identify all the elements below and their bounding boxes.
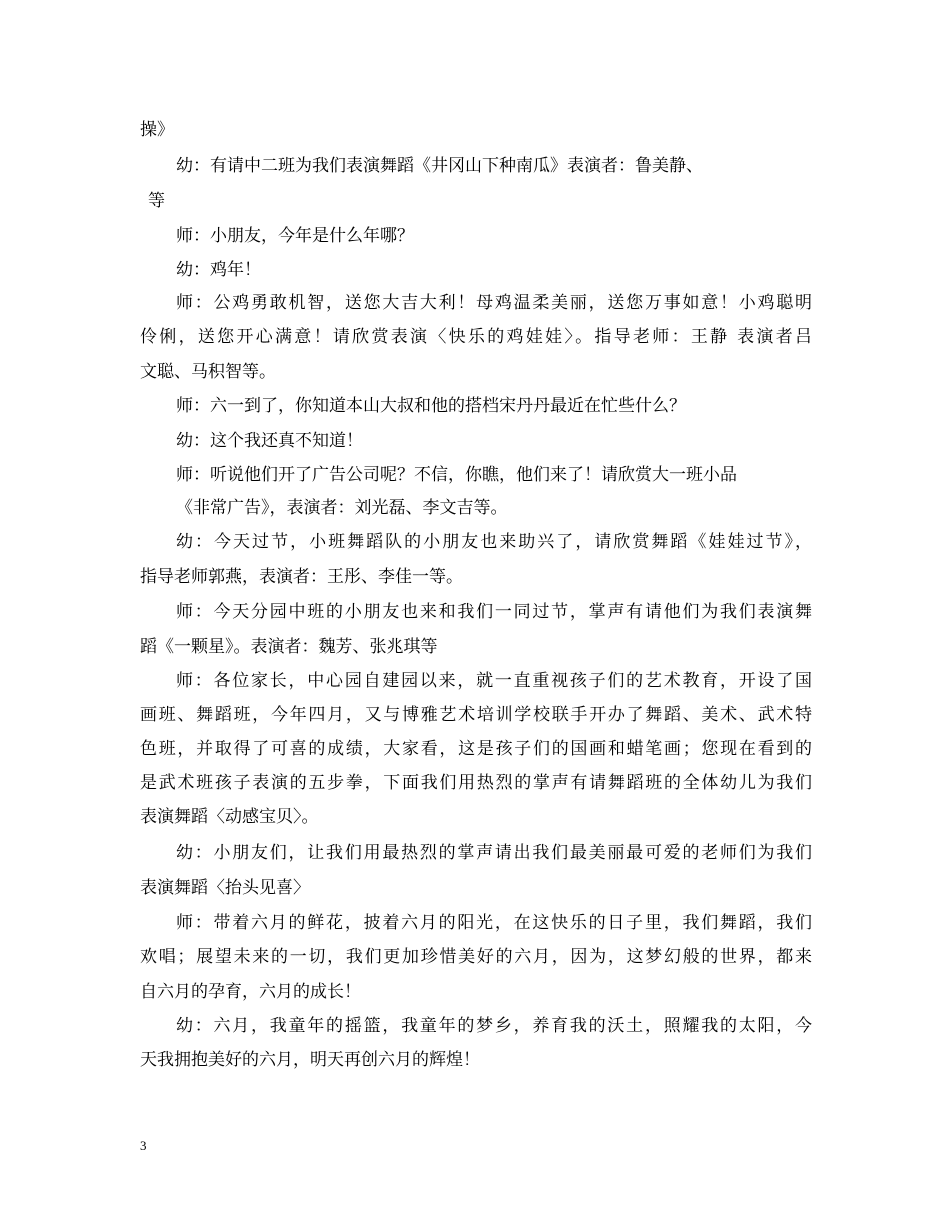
text-line-4: 师：小朋友，今年是什么年哪？ bbox=[176, 226, 414, 246]
text-line-3: 等 bbox=[148, 191, 165, 211]
text-line-26: 自六月的孕育，六月的成长！ bbox=[140, 982, 361, 1002]
text-line-20: 是武术班孩子表演的五步拳，下面我们用热烈的掌声有请舞蹈班的全体幼儿为我们 bbox=[140, 773, 812, 793]
text-line-7: 伶俐，送您开心满意！请欣赏表演〈快乐的鸡娃娃〉。指导老师：王静 表演者吕 bbox=[140, 327, 812, 347]
text-line-22: 幼：小朋友们，让我们用最热烈的掌声请出我们最美丽最可爱的老师们为我们 bbox=[176, 843, 812, 863]
text-line-27: 幼：六月，我童年的摇篮，我童年的梦乡，养育我的沃土，照耀我的太阳，今 bbox=[176, 1016, 812, 1036]
text-line-5: 幼：鸡年！ bbox=[176, 260, 261, 280]
text-line-13: 幼：今天过节，小班舞蹈队的小朋友也来助兴了，请欣赏舞蹈《娃娃过节》， bbox=[176, 532, 812, 552]
text-line-12: 《非常广告》，表演者：刘光磊、李文吉等。 bbox=[176, 498, 508, 518]
text-line-16: 蹈《一颗星》。表演者：魏芳、张兆琪等 bbox=[140, 637, 438, 657]
text-line-6: 师：公鸡勇敢机智，送您大吉大利！母鸡温柔美丽，送您万事如意！小鸡聪明 bbox=[176, 293, 812, 313]
text-line-2: 幼：有请中二班为我们表演舞蹈《井冈山下种南瓜》表演者：鲁美静、 bbox=[176, 156, 703, 176]
page-number: 3 bbox=[140, 1138, 147, 1153]
text-line-17: 师：各位家长，中心园自建园以来，就一直重视孩子们的艺术教育，开设了国 bbox=[176, 671, 812, 691]
text-line-21: 表演舞蹈〈动感宝贝〉。 bbox=[140, 807, 319, 827]
text-line-19: 色班，并取得了可喜的成绩，大家看，这是孩子们的国画和蜡笔画；您现在看到的 bbox=[140, 739, 812, 759]
text-line-24: 师：带着六月的鲜花，披着六月的阳光，在这快乐的日子里，我们舞蹈，我们 bbox=[176, 913, 812, 933]
text-line-14: 指导老师郭燕，表演者：王彤、李佳一等。 bbox=[140, 567, 463, 587]
text-line-18: 画班、舞蹈班，今年四月，又与博雅艺术培训学校联手开办了舞蹈、美术、武术特 bbox=[140, 705, 812, 725]
text-line-9: 师：六一到了，你知道本山大叔和他的搭档宋丹丹最近在忙些什么？ bbox=[176, 396, 686, 416]
text-line-8: 文聪、马积智等。 bbox=[140, 362, 276, 382]
text-line-11: 师：听说他们开了广告公司呢？不信，你瞧，他们来了！请欣赏大一班小品 bbox=[176, 465, 737, 485]
text-line-1: 操》 bbox=[140, 120, 174, 140]
text-line-10: 幼：这个我还真不知道！ bbox=[176, 431, 363, 451]
text-line-25: 欢唱；展望未来的一切，我们更加珍惜美好的六月，因为，这梦幻般的世界，都来 bbox=[140, 947, 812, 967]
text-line-15: 师：今天分园中班的小朋友也来和我们一同过节，掌声有请他们为我们表演舞 bbox=[176, 602, 812, 622]
text-line-23: 表演舞蹈〈抬头见喜〉 bbox=[140, 878, 310, 898]
text-line-28: 天我拥抱美好的六月，明天再创六月的辉煌！ bbox=[140, 1050, 480, 1070]
